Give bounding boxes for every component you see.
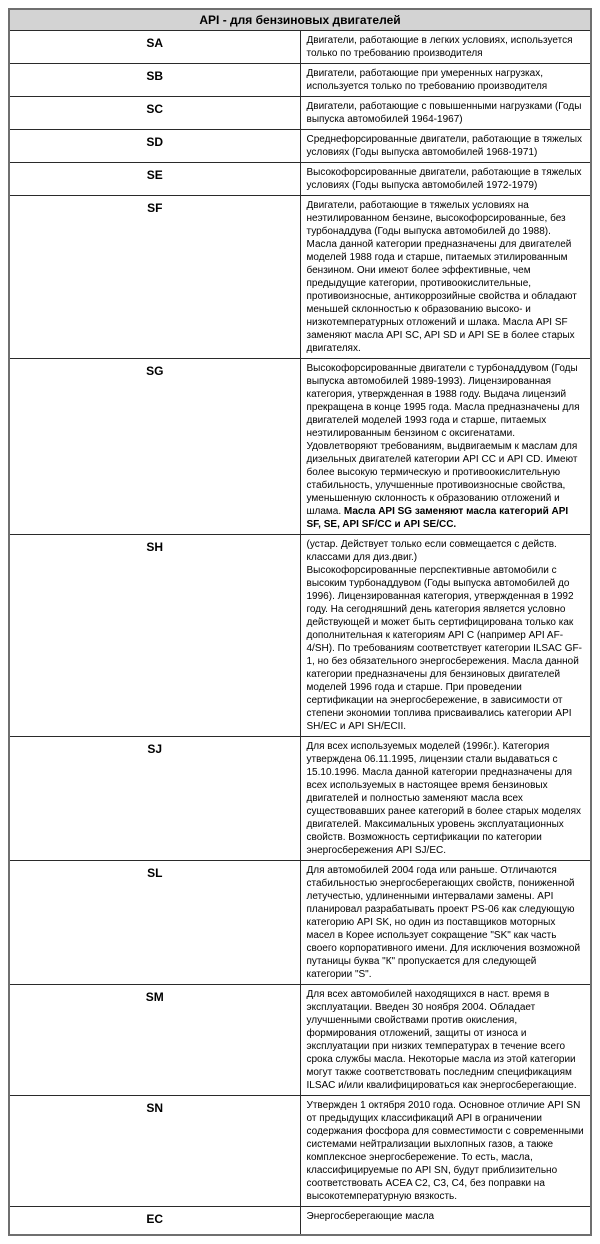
table-title: API - для бензиновых двигателей <box>9 9 591 31</box>
table-row <box>9 97 591 130</box>
table-row <box>9 196 591 359</box>
category-description-wrap <box>307 988 585 1092</box>
category-code-cell <box>9 1207 300 1236</box>
category-description-wrap <box>307 538 585 733</box>
category-description-cell <box>300 64 591 97</box>
category-code: SC <box>146 102 164 116</box>
category-code-cell <box>9 130 300 163</box>
category-code-cell <box>9 359 300 535</box>
table-header-row <box>9 9 591 31</box>
category-description-cell <box>300 535 591 737</box>
table-row <box>9 1207 591 1236</box>
table-row <box>9 985 591 1096</box>
category-description-cell <box>300 196 591 359</box>
category-description-cell <box>300 31 591 64</box>
category-description-wrap <box>307 1099 585 1203</box>
category-description: Двигатели, работающие в легких условиях, используется только по требованию производителя <box>306 35 573 59</box>
category-description-cell <box>300 97 591 130</box>
table-body <box>9 31 591 1236</box>
category-description: Двигатели, работающие при умеренных нагрузках, используется только по требованию производителя <box>306 68 548 92</box>
category-description-wrap <box>307 864 585 981</box>
category-description-cell <box>300 1096 591 1207</box>
category-description: Высокофорсированные двигатели, работающие в тяжелых условиях (Годы выпуска автомобилей 1972-1979) <box>306 167 582 191</box>
category-code-cell <box>9 737 300 861</box>
category-code-cell <box>9 535 300 737</box>
table-row <box>9 359 591 535</box>
category-description-cell <box>300 861 591 985</box>
category-code-cell <box>9 196 300 359</box>
category-code: SJ <box>147 742 163 756</box>
category-code: SH <box>146 540 164 554</box>
category-description-wrap <box>307 1210 585 1231</box>
category-code-cell <box>9 1096 300 1207</box>
category-note: (устар. Действует только если совмещается с действ. классами для диз.двиг.) <box>306 539 557 563</box>
category-code: SD <box>146 135 164 149</box>
category-code-cell <box>9 163 300 196</box>
category-description-wrap <box>307 166 585 192</box>
category-code-cell <box>9 31 300 64</box>
category-description-cell <box>300 359 591 535</box>
category-description-bold: Масла API SG заменяют масла категорий API SF, SE, API SF/CC и API SE/CC. <box>306 506 569 530</box>
category-code: SA <box>146 36 164 50</box>
category-description-wrap <box>307 34 585 60</box>
category-description: Среднефорсированные двигатели, работающие в тяжелых условиях (Годы выпуска автомобилей 1968-1971) <box>306 134 583 158</box>
category-description: Утвержден 1 октября 2010 года. Основное отличие API SN от предыдущих классификаций API в ограничении содержания фосфора для совместимости с современными системами нейтрализации выхлопных газов, а также комплексное энергосбережение. То есть, масла, классифицируемые по API SN, будут приблизительно соответствовать ACEA C2, C3, C4, без поправки на высокотемпературную вязкость. <box>306 1100 584 1202</box>
table-row <box>9 1096 591 1207</box>
category-description-wrap <box>307 67 585 93</box>
table-row <box>9 64 591 97</box>
category-code: SF <box>147 201 163 215</box>
category-description-wrap <box>307 100 585 126</box>
table-row <box>9 535 591 737</box>
category-description-cell <box>300 985 591 1096</box>
category-description: Энергосберегающие масла <box>306 1211 435 1222</box>
category-description: Высокофорсированные перспективные автомобили с высоким турбонаддувом (Годы выпуска автомобилей до 1996). Лицензированная категория, утвержденная в 1992 году. На сегодняшний день категория является условно действующей и может быть сертифицирована только как дополнительная к категориям API C (например API AF-4/SH). По требованиям соответствует категории ILSAC GF-1, но без обязательного энергосбережения. Масла данной категории предназначены для бензиновых двигателей моделей 1996 года и старше. При проведении сертификации на энергосбережение, в зависимости от степени экономии топлива присваивались категории API SH/EC и API SH/ECII. <box>306 565 582 732</box>
category-description-cell <box>300 737 591 861</box>
category-code-cell <box>9 985 300 1096</box>
category-description: Для автомобилей 2004 года или раньше. Отличаются стабильностью энергосберегающих свойств, пониженной летучестью, удлиненными интервалами замены. API планировал разрабатывать проект PS-06 как следующую категорию API SK, но один из поставщиков моторных масел в Корее использует сокращение "SK" как часть своего корпоративного имени. Для исключения возможной путаницы буква "К" пропускается для следующей категории "S". <box>306 865 581 980</box>
category-description-cell <box>300 130 591 163</box>
category-code: SM <box>145 990 164 1004</box>
category-code: SE <box>146 168 163 182</box>
category-code-cell <box>9 861 300 985</box>
category-code: SL <box>147 866 163 880</box>
category-code-cell <box>9 97 300 130</box>
category-description-wrap <box>307 133 585 159</box>
category-code-cell <box>9 64 300 97</box>
category-code: EC <box>146 1212 164 1226</box>
category-description: Двигатели, работающие в тяжелых условиях на неэтилированном бензине, высокофорсированные, без турбонаддува (Годы выпуска автомобилей до 1988). Масла данной категории предназначены для двигателей моделей 1988 года и старше, питаемых этилированным бензином. Они имеют более эффективные, чем предыдущие категории, противоокислительные, противоизносные, антикоррозийные свойства и обладают меньшей склонностью к образованию высоко- и низкотемпературных отложений и шлака. Масла API SF заменяют масла API SC, API SD и API SE в более старых двигателях. <box>306 200 577 354</box>
category-description: Высокофорсированные двигатели с турбонаддувом (Годы выпуска автомобилей 1989-1993). Лицензированная категория, утвержденная в 1988 году. Выдача лицензий прекращена в конце 1995 года. Масла предназначены для двигателей моделей 1993 года и старше, питаемых неэтилированным бензином с оксигенатами. Удовлетворяют требованиям, выдвигаемым к маслам для дизельных двигателей категории API CC и API CD. Имеют более высокую термическую и противоокислительную стабильность, улучшенные противоизносные свойства, уменьшенную склонность к образованию отложений и шлама. <box>306 363 580 517</box>
table-row <box>9 861 591 985</box>
table-row <box>9 737 591 861</box>
category-description-cell <box>300 163 591 196</box>
category-code: SB <box>146 69 164 83</box>
category-description: Двигатели, работающие с повышенными нагрузками (Годы выпуска автомобилей 1964-1967) <box>306 101 582 125</box>
table-row <box>9 130 591 163</box>
table-row <box>9 163 591 196</box>
category-description: Для всех используемых моделей (1996г.). Категория утверждена 06.11.1995, лицензии стали выдаваться с 15.10.1996. Масла данной категории предназначены для всех используемых в настоящее время бензиновых двигателей и полностью заменяют масла всех существовавших ранее категорий в более старых моделях двигателей. Максимальных уровень эксплуатационных свойств. Возможность сертификации по категории энергосбережения API SJ/EC. <box>306 741 581 856</box>
category-description-wrap <box>307 199 585 355</box>
category-description-cell <box>300 1207 591 1236</box>
category-code: SN <box>146 1101 164 1115</box>
api-classification-table <box>8 8 592 1236</box>
category-code: SG <box>146 364 164 378</box>
category-description-wrap <box>307 362 585 531</box>
category-description: Для всех автомобилей находящихся в наст. время в эксплуатации. Введен 30 ноября 2004. Обладает улучшенными свойствами против окисления, формирования отложений, защиты от износа и эксплуатации при низких температурах в течение всего срока службы масла. Некоторые масла из этой категории могут также соответствовать последним спецификациям ILSAC и/или квалифицироваться как энергосберегающие. <box>306 989 577 1091</box>
table-row <box>9 31 591 64</box>
category-description-wrap <box>307 740 585 857</box>
